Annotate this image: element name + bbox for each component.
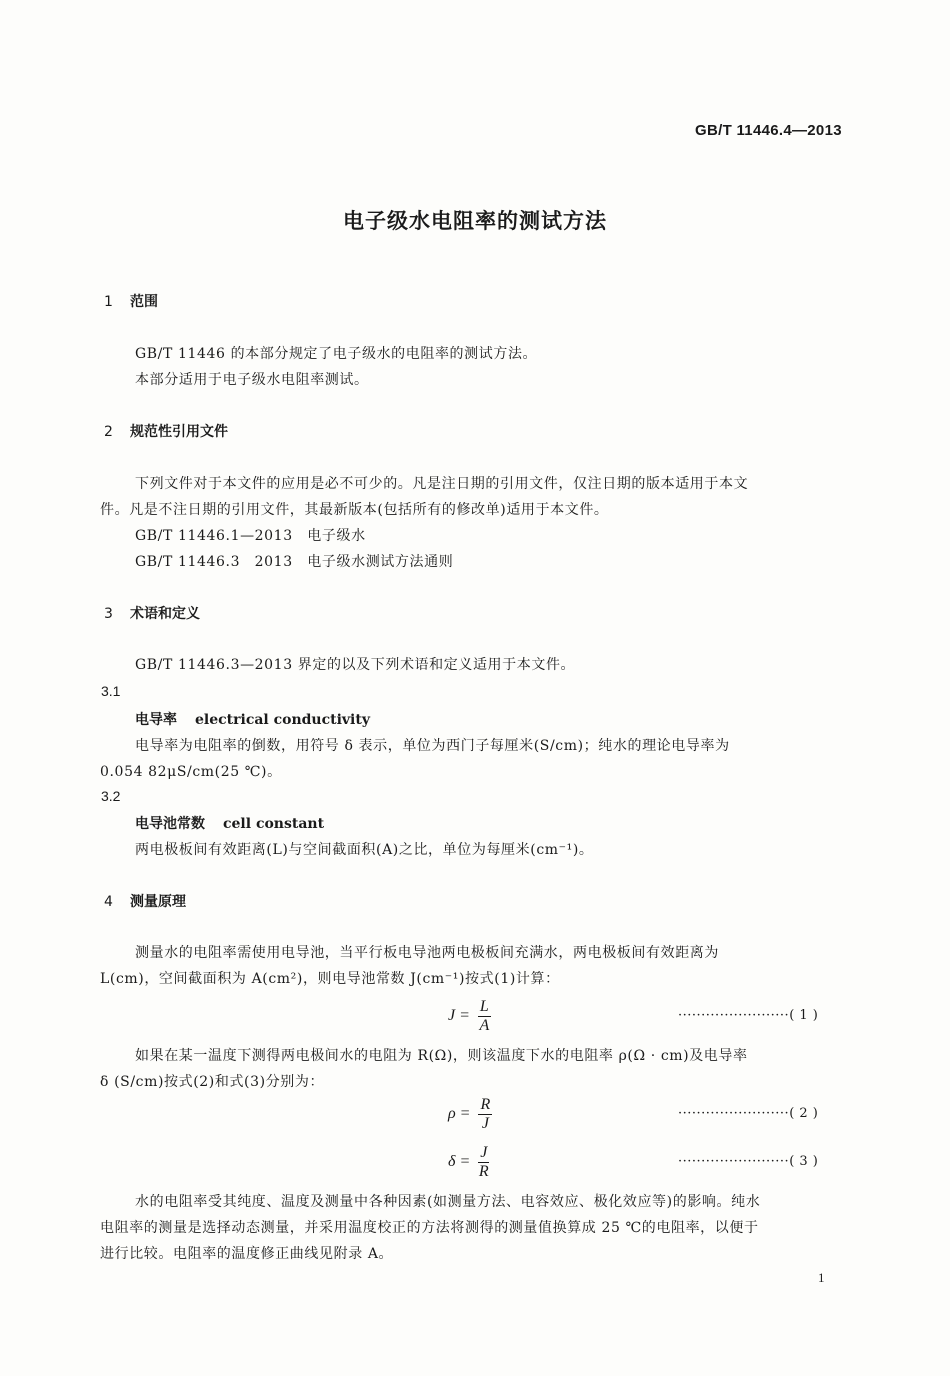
section-1-heading <box>104 291 158 311</box>
reference-item: GB/T 11446.1—2013 电子级水 <box>135 528 366 544</box>
numerator: L <box>479 998 489 1015</box>
standard-code: GB/T 11446.4—2013 <box>695 122 842 139</box>
paragraph-line: 水的电阻率受其纯度、温度及测量中各种因素(如测量方法、电容效应、极化效应等)的影响。纯水 <box>135 1194 761 1210</box>
denominator: A <box>479 1017 490 1034</box>
leader-dots: ························( 3 ) <box>678 1154 819 1169</box>
leader-dots: ························( 2 ) <box>678 1106 819 1121</box>
paragraph-line: 测量水的电阻率需使用电导池，当平行板电导池两电极板间充满水，两电极板间有效距离为 <box>135 945 719 961</box>
paragraph-line: 两电极板间有效距离(L)与空间截面积(A)之比，单位为每厘米(cm⁻¹)。 <box>135 842 594 858</box>
paragraph-line: 进行比较。电阻率的温度修正曲线见附录 A。 <box>100 1246 394 1262</box>
section-title: 范围 <box>130 294 158 310</box>
formula-2 <box>448 1096 492 1133</box>
paragraph-line: 电阻率的测量是选择动态测量，并采用温度校正的方法将测得的测量值换算成 25 ℃的电阻率，以便于 <box>100 1220 759 1236</box>
paragraph-line: GB/T 11446.3—2013 界定的以及下列术语和定义适用于本文件。 <box>135 657 576 673</box>
page-number: 1 <box>818 1270 825 1285</box>
term-zh: 电导率 <box>135 712 177 728</box>
paragraph-line: 本部分适用于电子级水电阻率测试。 <box>135 372 369 388</box>
fraction <box>478 998 491 1035</box>
fraction <box>478 1144 489 1181</box>
leader-dots: ························( 1 ) <box>678 1008 819 1023</box>
page-title: 电子级水电阻率的测试方法 <box>343 209 607 233</box>
denominator: R <box>478 1163 489 1180</box>
formula-lhs: δ = <box>448 1153 471 1171</box>
paragraph-line: 0.054 82μS/cm(25 ℃)。 <box>100 764 282 780</box>
denominator: J <box>481 1115 489 1132</box>
paragraph-line: GB/T 11446 的本部分规定了电子级水的电阻率的测试方法。 <box>135 346 538 362</box>
term-en: electrical conductivity <box>195 712 370 728</box>
numerator: R <box>480 1096 491 1113</box>
term-number: 3.2 <box>101 788 121 804</box>
reference-item: GB/T 11446.3 2013 电子级水测试方法通则 <box>135 554 454 570</box>
paragraph-line: 电导率为电阻率的倒数，用符号 δ 表示，单位为西门子每厘米(S/cm)；纯水的理论电导率为 <box>135 738 730 754</box>
section-4-heading <box>104 891 186 911</box>
paragraph-line: δ (S/cm)按式(2)和式(3)分别为： <box>100 1074 325 1090</box>
paragraph-line: L(cm)，空间截面积为 A(cm²)，则电导池常数 J(cm⁻¹)按式(1)计算： <box>100 971 560 987</box>
term-zh: 电导池常数 <box>135 816 205 832</box>
section-title: 术语和定义 <box>130 606 200 622</box>
formula-3 <box>448 1144 489 1181</box>
paragraph-line: 如果在某一温度下测得两电极间水的电阻为 R(Ω)，则该温度下水的电阻率 ρ(Ω · cm)及电导率 <box>135 1048 748 1064</box>
term-3-1 <box>135 709 370 729</box>
formula-1 <box>448 998 491 1035</box>
section-title: 测量原理 <box>130 894 186 910</box>
section-3-heading <box>104 603 200 623</box>
section-2-heading <box>104 421 228 441</box>
formula-lhs: J = <box>448 1007 470 1025</box>
term-3-2 <box>135 813 324 833</box>
formula-lhs: ρ = <box>448 1105 471 1123</box>
section-number: 4 <box>104 894 113 910</box>
paragraph-line: 下列文件对于本文件的应用是必不可少的。凡是注日期的引用文件，仅注日期的版本适用于本文 <box>135 476 749 492</box>
formula-label: ( 3 ) <box>789 1154 819 1169</box>
section-number: 3 <box>104 606 113 622</box>
section-number: 1 <box>104 294 113 310</box>
formula-label: ( 1 ) <box>789 1008 819 1023</box>
paragraph-line: 件。凡是不注日期的引用文件，其最新版本(包括所有的修改单)适用于本文件。 <box>100 502 609 518</box>
term-en: cell constant <box>223 816 325 832</box>
section-number: 2 <box>104 424 113 440</box>
formula-label: ( 2 ) <box>789 1106 819 1121</box>
section-title: 规范性引用文件 <box>130 424 228 440</box>
term-number: 3.1 <box>101 683 121 699</box>
fraction <box>478 1096 492 1133</box>
numerator: J <box>480 1144 488 1161</box>
